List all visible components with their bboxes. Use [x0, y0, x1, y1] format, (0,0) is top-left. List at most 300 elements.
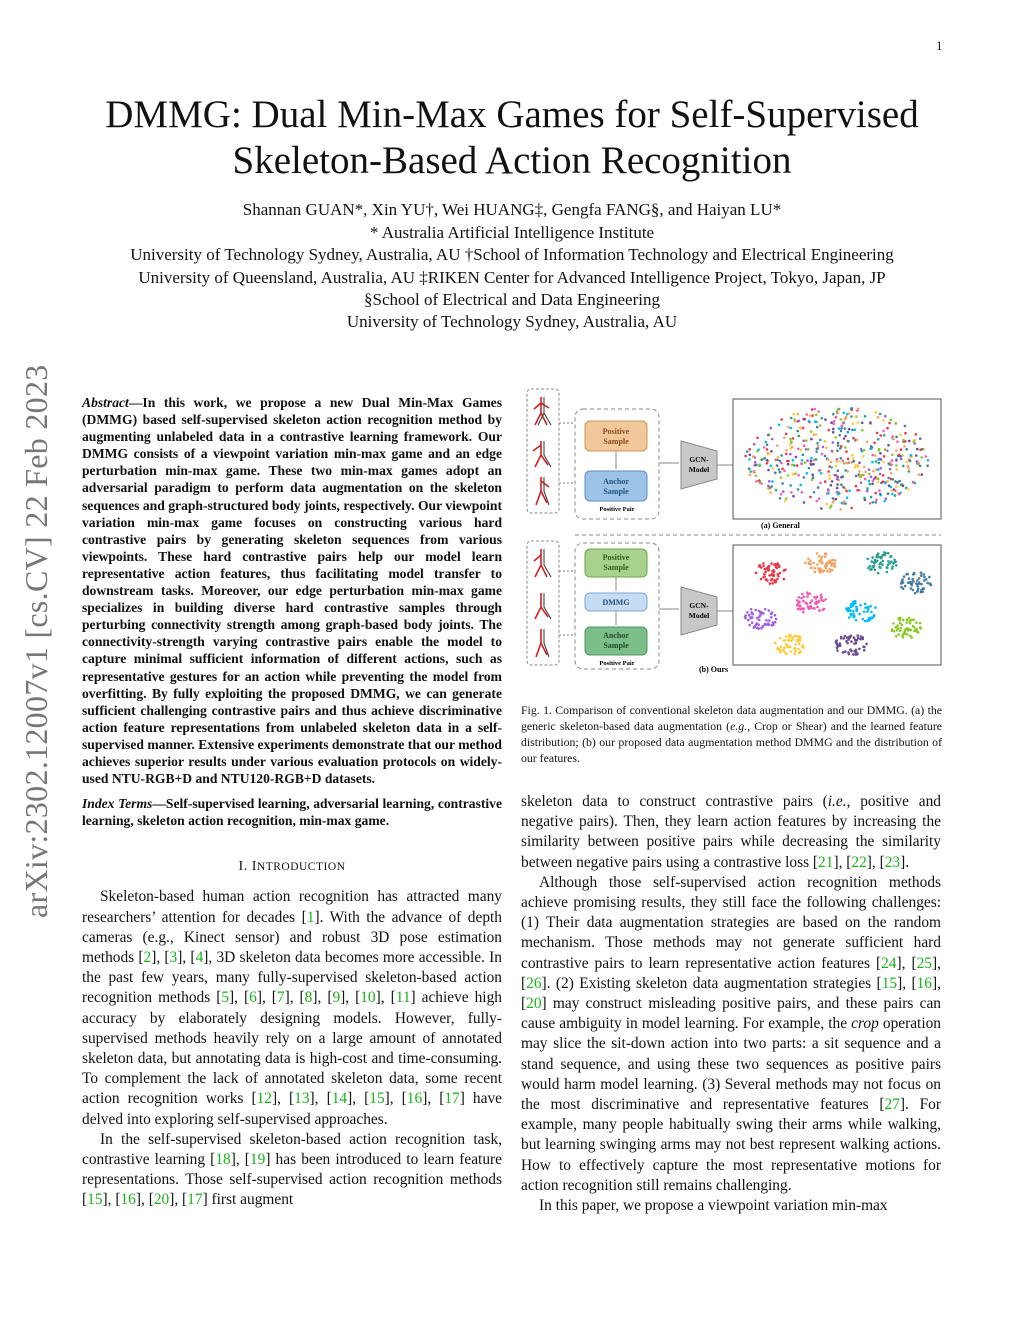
scatter-point: [806, 459, 809, 462]
citation-link[interactable]: 23: [884, 853, 901, 871]
scatter-point: [895, 464, 898, 467]
scatter-point: [889, 468, 892, 471]
scatter-point: [758, 463, 761, 466]
scatter-point: [779, 471, 782, 474]
citation-link[interactable]: 15: [369, 1090, 385, 1108]
scatter-point: [902, 439, 905, 442]
scatter-point: [844, 487, 847, 490]
scatter-point: [856, 439, 859, 442]
scatter-point: [802, 418, 805, 421]
scatter-point: [865, 643, 868, 646]
citation-link[interactable]: 15: [87, 1191, 103, 1209]
scatter-point: [877, 572, 880, 575]
scatter-point: [803, 595, 806, 598]
scatter-point: [835, 416, 838, 419]
scatter-point: [840, 483, 843, 486]
citation-link[interactable]: 14: [331, 1090, 348, 1108]
scatter-point: [845, 416, 848, 419]
scatter-point: [927, 459, 930, 462]
scatter-point: [890, 486, 893, 489]
scatter-point: [844, 418, 847, 421]
scatter-point: [833, 420, 836, 423]
scatter-point: [876, 560, 879, 563]
scatter-point: [887, 492, 890, 495]
scatter-point: [819, 571, 822, 574]
scatter-point: [874, 454, 877, 457]
scatter-point: [793, 413, 796, 416]
scatter-point: [779, 572, 782, 575]
scatter-point: [767, 469, 770, 472]
scatter-point: [863, 466, 866, 469]
scatter-point: [863, 646, 866, 649]
scatter-point: [889, 556, 892, 559]
scatter-point: [905, 448, 908, 451]
scatter-point: [784, 639, 787, 642]
intro-paragraph-1: Skeleton-based human action recognition has attracted many researchers’ attention for decades [1]. With the advance of depth cameras (e.g., Kinect sensor) and robust 3D pose estimation methods [2], [3], [4], 3D skeleton data becomes more accessible. In the past few years, many fully-supervised skeleton-based action recognition methods [5], [6], [7], [8], [9], [10], [11] achieve high accuracy by elaborately designing models. However, fully-supervised methods heavily rely on a large amount of annotated skeleton data, but annotating data is high-cost and time-consuming. To complement the lack of annotated skeleton data, some recent action recognition works [12], [13], [14], [15], [16], [17] have delved into exploring self-supervised approaches.: [82, 888, 502, 1128]
scatter-point: [763, 457, 766, 460]
citation-link[interactable]: 7: [276, 989, 285, 1007]
scatter-point: [774, 621, 777, 624]
scatter-point: [768, 619, 771, 622]
scatter-point: [816, 601, 819, 604]
scatter-point: [844, 446, 847, 449]
scatter-point: [914, 592, 917, 595]
citation-link[interactable]: 16: [406, 1090, 423, 1108]
scatter-point: [832, 413, 835, 416]
scatter-point: [793, 653, 796, 656]
scatter-point: [755, 480, 758, 483]
scatter-point: [749, 474, 752, 477]
citation-link[interactable]: 3: [169, 948, 178, 966]
scatter-point: [837, 469, 840, 472]
scatter-point: [844, 635, 847, 638]
scatter-point: [758, 479, 761, 482]
scatter-point: [832, 441, 835, 444]
scatter-point: [799, 427, 802, 430]
scatter-point: [885, 497, 888, 500]
scatter-point: [771, 438, 774, 441]
scatter-point: [872, 501, 875, 504]
scatter-point: [778, 424, 781, 427]
scatter-point: [898, 493, 901, 496]
scatter-point: [906, 618, 909, 621]
scatter-point: [879, 452, 882, 455]
scatter-point: [879, 566, 882, 569]
citation-link[interactable]: 24: [881, 954, 897, 972]
scatter-point: [850, 640, 853, 643]
scatter-point: [810, 460, 813, 463]
scatter-point: [768, 574, 771, 577]
citation-link[interactable]: 6: [249, 989, 257, 1007]
scatter-point: [766, 444, 769, 447]
scatter-point: [873, 614, 876, 617]
scatter-point: [899, 434, 902, 437]
positive-sample-label-ours: Positive Sample: [602, 553, 630, 572]
scatter-point: [780, 476, 783, 479]
scatter-point: [869, 569, 872, 572]
citation-link[interactable]: 20: [526, 995, 542, 1013]
scatter-point: [812, 459, 815, 462]
scatter-point: [791, 446, 794, 449]
scatter-point: [859, 638, 862, 641]
scatter-point: [879, 458, 882, 461]
scatter-point: [896, 468, 899, 471]
scatter-point: [815, 414, 818, 417]
scatter-point: [887, 444, 890, 447]
scatter-point: [806, 413, 809, 416]
scatter-point: [821, 562, 824, 565]
affiliation-1: * Australia Artificial Intelligence Institute: [369, 223, 655, 242]
scatter-point: [818, 560, 821, 563]
scatter-point: [792, 495, 795, 498]
scatter-point: [777, 573, 780, 576]
scatter-point: [791, 638, 794, 641]
scatter-point: [855, 651, 858, 654]
scatter-point: [820, 593, 823, 596]
scatter-point: [863, 497, 866, 500]
scatter-point: [771, 573, 774, 576]
scatter-point: [850, 650, 853, 653]
scatter-point: [760, 627, 763, 630]
scatter-point: [753, 443, 756, 446]
scatter-point: [855, 606, 858, 609]
scatter-point: [789, 635, 792, 638]
scatter-point: [918, 581, 921, 584]
scatter-point: [811, 408, 814, 411]
scatter-point: [895, 564, 898, 567]
citation-link[interactable]: 4: [195, 948, 204, 966]
citation-link[interactable]: 16: [120, 1191, 136, 1209]
scatter-point: [866, 558, 869, 561]
citation-link[interactable]: 8: [304, 989, 313, 1007]
scatter-point: [868, 473, 871, 476]
index-terms: [82, 795, 502, 829]
scatter-point: [761, 612, 764, 615]
scatter-point: [926, 464, 929, 467]
scatter-point: [800, 449, 803, 452]
scatter-point: [780, 462, 783, 465]
scatter-point: [912, 580, 915, 583]
affiliation-2: University of Technology Sydney, Australia, AU †School of Information Technology and Electrical Engineering: [130, 245, 894, 264]
scatter-point: [856, 489, 859, 492]
scatter-point: [830, 562, 833, 565]
scatter-point: [909, 460, 912, 463]
scatter-point: [895, 436, 898, 439]
scatter-point: [870, 448, 873, 451]
scatter-point: [887, 477, 890, 480]
scatter-point: [814, 420, 817, 423]
scatter-point: [842, 459, 845, 462]
scatter-point: [817, 445, 820, 448]
positive-sample-label: Positive Sample: [602, 427, 630, 446]
scatter-point: [773, 581, 776, 584]
scatter-point: [896, 624, 899, 627]
citation-link[interactable]: 20: [153, 1191, 170, 1209]
scatter-point: [797, 448, 800, 451]
scatter-point: [893, 630, 896, 633]
scatter-point: [890, 472, 893, 475]
scatter-point: [886, 480, 889, 483]
scatter-point: [802, 440, 805, 443]
citation-link[interactable]: 19: [249, 1150, 266, 1168]
scatter-point: [858, 470, 861, 473]
scatter-point: [783, 470, 786, 473]
scatter-point: [807, 557, 810, 560]
scatter-point: [847, 440, 850, 443]
scatter-point: [779, 497, 782, 500]
scatter-point: [870, 496, 873, 499]
affiliation-5: University of Technology Sydney, Australia, AU: [346, 312, 678, 331]
scatter-point: [819, 439, 822, 442]
scatter-point: [922, 588, 925, 591]
scatter-point: [811, 599, 814, 602]
scatter-point: [852, 602, 855, 605]
citation-link[interactable]: 10: [360, 989, 376, 1007]
scatter-point: [812, 463, 815, 466]
citation-link[interactable]: 11: [395, 989, 411, 1007]
abstract-lead: Abstract: [82, 395, 129, 410]
scatter-point: [818, 555, 821, 558]
scatter-point: [864, 478, 867, 481]
scatter-point: [862, 618, 865, 621]
scatter-point: [895, 485, 898, 488]
citation-link[interactable]: 17: [187, 1191, 203, 1209]
scatter-point: [812, 476, 815, 479]
citation-link[interactable]: 22: [851, 853, 867, 871]
scatter-point: [768, 569, 771, 572]
scatter-point: [852, 423, 855, 426]
scatter-point: [912, 625, 915, 628]
scatter-point: [824, 553, 827, 556]
scatter-point: [780, 454, 783, 457]
scatter-point: [776, 567, 779, 570]
scatter-point: [890, 560, 893, 563]
positive-pair-label: Positive Pair: [599, 506, 635, 513]
scatter-point: [783, 437, 786, 440]
scatter-point: [836, 478, 839, 481]
scatter-point: [906, 465, 909, 468]
scatter-point: [850, 603, 853, 606]
scatter-point: [831, 569, 834, 572]
scatter-point: [902, 465, 905, 468]
scatter-point: [822, 446, 825, 449]
scatter-point: [767, 485, 770, 488]
scatter-point: [809, 602, 812, 605]
scatter-point: [759, 614, 762, 617]
scatter-point: [771, 570, 774, 573]
scatter-point: [837, 442, 840, 445]
scatter-point: [799, 484, 802, 487]
citation-link[interactable]: 13: [294, 1090, 310, 1108]
scatter-point: [808, 420, 811, 423]
scatter-point: [840, 637, 843, 640]
scatter-point: [789, 646, 792, 649]
citation-link[interactable]: 17: [444, 1090, 460, 1108]
scatter-point: [920, 456, 923, 459]
scatter-point: [803, 444, 806, 447]
scatter-point: [751, 612, 754, 615]
scatter-point: [756, 450, 759, 453]
scatter-point: [864, 471, 867, 474]
scatter-point: [848, 616, 851, 619]
scatter-point: [848, 490, 851, 493]
scatter-point: [908, 617, 911, 620]
scatter-point: [757, 623, 760, 626]
scatter-point: [861, 422, 864, 425]
scatter-point: [800, 597, 803, 600]
scatter-point: [910, 636, 913, 639]
scatter-point: [869, 605, 872, 608]
scatter-point: [836, 649, 839, 652]
scatter-point: [803, 476, 806, 479]
scatter-point: [916, 579, 919, 582]
scatter-point: [895, 635, 898, 638]
scatter-point: [863, 649, 866, 652]
scatter-point: [871, 461, 874, 464]
scatter-point: [855, 485, 858, 488]
scatter-point: [787, 474, 790, 477]
scatter-point: [853, 460, 856, 463]
citation-link[interactable]: 1: [306, 908, 315, 926]
citation-link[interactable]: 27: [884, 1096, 900, 1114]
scatter-point: [827, 470, 830, 473]
scatter-point: [834, 436, 837, 439]
arxiv-stamp: arXiv:2302.12007v1 [cs.CV] 22 Feb 2023: [18, 364, 54, 918]
scatter-point: [844, 502, 847, 505]
scatter-point: [783, 646, 786, 649]
scatter-point: [855, 649, 858, 652]
scatter-point: [877, 416, 880, 419]
title-line-2: Skeleton-Based Action Recognition: [232, 139, 792, 182]
citation-link[interactable]: 2: [143, 948, 152, 966]
scatter-point: [776, 464, 779, 467]
scatter-point: [785, 453, 788, 456]
scatter-point: [785, 433, 788, 436]
scatter-point: [902, 581, 905, 584]
scatter-point: [769, 491, 772, 494]
citation-link[interactable]: 25: [916, 954, 932, 972]
scatter-point: [888, 422, 891, 425]
scatter-point: [904, 432, 907, 435]
section-heading: I. INTRODUCTION: [238, 859, 346, 875]
scatter-point: [915, 628, 918, 631]
scatter-point: [910, 454, 913, 457]
scatter-point: [916, 585, 919, 588]
scatter-point: [877, 438, 880, 441]
scatter-point: [852, 653, 855, 656]
scatter-point: [878, 563, 881, 566]
scatter-point: [789, 438, 792, 441]
scatter-point: [798, 596, 801, 599]
scatter-point: [861, 636, 864, 639]
scatter-point: [918, 577, 921, 580]
scatter-point: [855, 475, 858, 478]
citation-link[interactable]: 15: [881, 974, 898, 992]
scatter-point: [790, 427, 793, 430]
scatter-point: [847, 638, 850, 641]
scatter-point: [780, 493, 783, 496]
scatter-point: [756, 437, 759, 440]
citation-link[interactable]: 12: [256, 1090, 272, 1108]
scatter-point: [839, 642, 842, 645]
scatter-point: [775, 458, 778, 461]
scatter-point: [920, 583, 923, 586]
scatter-point: [821, 417, 824, 420]
abstract-text: —In this work, we propose a new Dual Min-Max Games (DMMG) based self-supervised skeleton action recognition method by augmenting unlabeled data in a contrastive learning framework. Our DMMG consists of a viewpoint variation min-max game and an edge perturbation min-max game. These two min-max games adopt an adversarial paradigm to perform data augmentation on the skeleton sequences and graph-structured body joints, respectively. Our viewpoint variation min-max game focuses on constructing various hard contrastive pairs by generating skeleton sequences from various viewpoints. These hard contrastive pairs help our model learn representative action features, thus facilitating model transfer to downstream tasks. Moreover, our edge perturbation min-max game specializes in building diverse hard contrastive samples through perturbing connectivity strength among graph-based body joints. The connectivity-strength varying contrastive pairs enable the model to capture minimal sufficient information of different actions, such as representative gestures for an action while preventing the model from overfitting. By fully exploiting the proposed DMMG, we can generate sufficient challenging contrastive pairs and thus achieve discriminative action feature representations from unlabeled skeleton data in a self-supervised manner. Extensive experiments demonstrate that our method achieves superior results under various evaluation protocols on widely-used NTU-RGB+D and NTU120-RGB+D datasets.: [82, 395, 502, 787]
scatter-point: [790, 650, 793, 653]
scatter-point: [789, 443, 792, 446]
scatter-point: [848, 653, 851, 656]
scatter-point: [798, 652, 801, 655]
scatter-point: [863, 611, 866, 614]
scatter-point: [792, 437, 795, 440]
scatter-point: [809, 414, 812, 417]
scatter-point: [836, 483, 839, 486]
scatter-point: [771, 582, 774, 585]
citation-link[interactable]: 9: [332, 989, 341, 1007]
scatter-point: [887, 552, 890, 555]
scatter-point: [775, 489, 778, 492]
scatter-point: [810, 438, 813, 441]
scatter-point: [920, 591, 923, 594]
authors: Shannan GUAN*, Xin YU†, Wei HUANG‡, Gengfa FANG§, and Haiyan LU*: [242, 200, 782, 219]
scatter-point: [837, 408, 840, 411]
scatter-point: [766, 567, 769, 570]
scatter-point: [883, 551, 886, 554]
citation-link[interactable]: 26: [526, 974, 542, 992]
scatter-point: [836, 487, 839, 490]
citation-link[interactable]: 18: [215, 1150, 231, 1168]
scatter-point: [881, 563, 884, 566]
scatter-point: [762, 625, 765, 628]
scatter-point: [900, 458, 903, 461]
scatter-point: [890, 478, 893, 481]
scatter-point: [779, 460, 782, 463]
scatter-point: [818, 469, 821, 472]
citation-link[interactable]: 5: [221, 989, 230, 1007]
scatter-point: [825, 446, 828, 449]
scatter-point: [847, 458, 850, 461]
scatter-point: [784, 651, 787, 654]
scatter-point: [902, 587, 905, 590]
scatter-point: [843, 462, 846, 465]
scatter-point: [905, 621, 908, 624]
scatter-point: [843, 437, 846, 440]
scatter-point: [884, 554, 887, 557]
scatter-point: [847, 431, 850, 434]
scatter-point: [854, 639, 857, 642]
scatter-point: [877, 478, 880, 481]
scatter-point: [826, 561, 829, 564]
scatter-point: [804, 601, 807, 604]
scatter-point: [918, 473, 921, 476]
scatter-point: [816, 606, 819, 609]
scatter-point: [770, 616, 773, 619]
scatter-point: [789, 453, 792, 456]
scatter-point: [768, 565, 771, 568]
positive-sample-node: [585, 421, 647, 451]
scatter-point: [838, 460, 841, 463]
scatter-point: [837, 491, 840, 494]
citation-link[interactable]: 16: [916, 974, 932, 992]
scatter-point: [920, 572, 923, 575]
scatter-point: [842, 651, 845, 654]
scatter-point: [766, 448, 769, 451]
citation-link[interactable]: 21: [818, 853, 834, 871]
scatter-point: [923, 576, 926, 579]
scatter-point: [767, 487, 770, 490]
scatter-point: [748, 624, 751, 627]
